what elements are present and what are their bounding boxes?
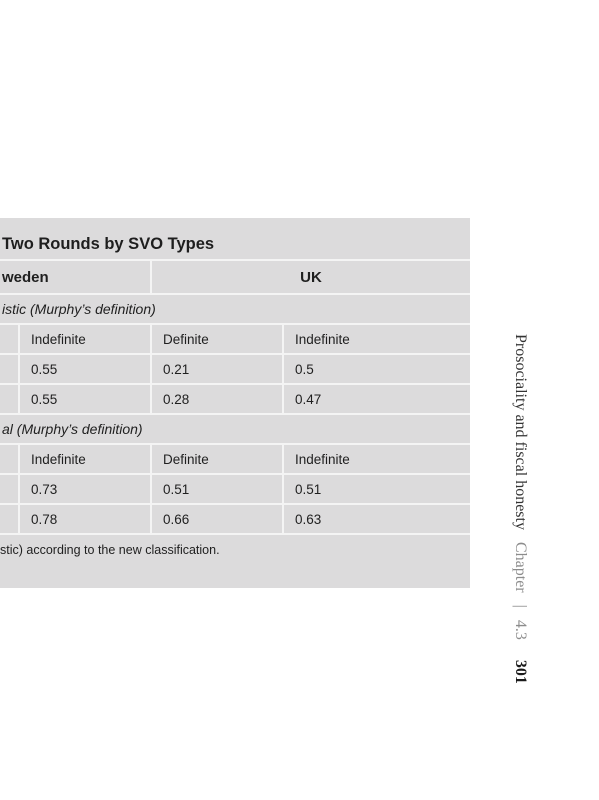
section-label-row [0,415,470,443]
col-label-definite: Definite [152,325,284,353]
table-cell: 0.73 [20,475,152,503]
table-cell: 0.63 [295,511,322,527]
table-cell: 0.47 [295,391,322,407]
cell-blank [0,325,20,353]
col-label-definite: Definite [152,445,284,473]
table-cell: 0.55 [20,385,152,413]
column-label-row [0,445,470,473]
table-row [0,385,470,413]
cell-blank [0,475,20,503]
running-head-separator: | [512,604,529,608]
table-cell: 0.28 [152,385,284,413]
cell-blank [0,355,20,383]
header-row [0,261,470,293]
table-cell: 0.21 [152,355,284,383]
table-cell: 0.51 [295,481,322,497]
table-cell: 0.78 [20,505,152,533]
table-panel [0,218,470,588]
section-label-row [0,295,470,323]
section-1-label: istic (Murphy’s definition) [2,301,156,317]
running-head-title: Prosociality and fiscal honesty [512,334,529,530]
header-uk: UK [300,268,322,286]
col-label-indefinite: Indefinite [295,451,350,467]
table-cell: 0.51 [152,475,284,503]
table-row [0,505,470,533]
table-title: Two Rounds by SVO Types [2,235,215,253]
column-label-row [0,325,470,353]
cell-blank [0,505,20,533]
col-label-indefinite: Indefinite [295,331,350,347]
col-label-indefinite: Indefinite [20,325,152,353]
table-cell: 0.5 [295,361,314,377]
section-2-label: al (Murphy’s definition) [2,421,143,437]
running-head-chapter: Chapter [512,541,529,593]
col-label-indefinite: Indefinite [20,445,152,473]
table-row [0,475,470,503]
header-sweden: weden [0,261,152,293]
running-head-section: 4.3 [512,619,529,640]
table-note: stic) according to the new classification. [0,543,220,557]
cell-blank [0,385,20,413]
table-cell: 0.66 [152,505,284,533]
table-cell: 0.55 [20,355,152,383]
cell-blank [0,445,20,473]
running-head [505,334,529,704]
divider [0,533,470,535]
page-number: 301 [512,659,529,684]
table-row [0,355,470,383]
